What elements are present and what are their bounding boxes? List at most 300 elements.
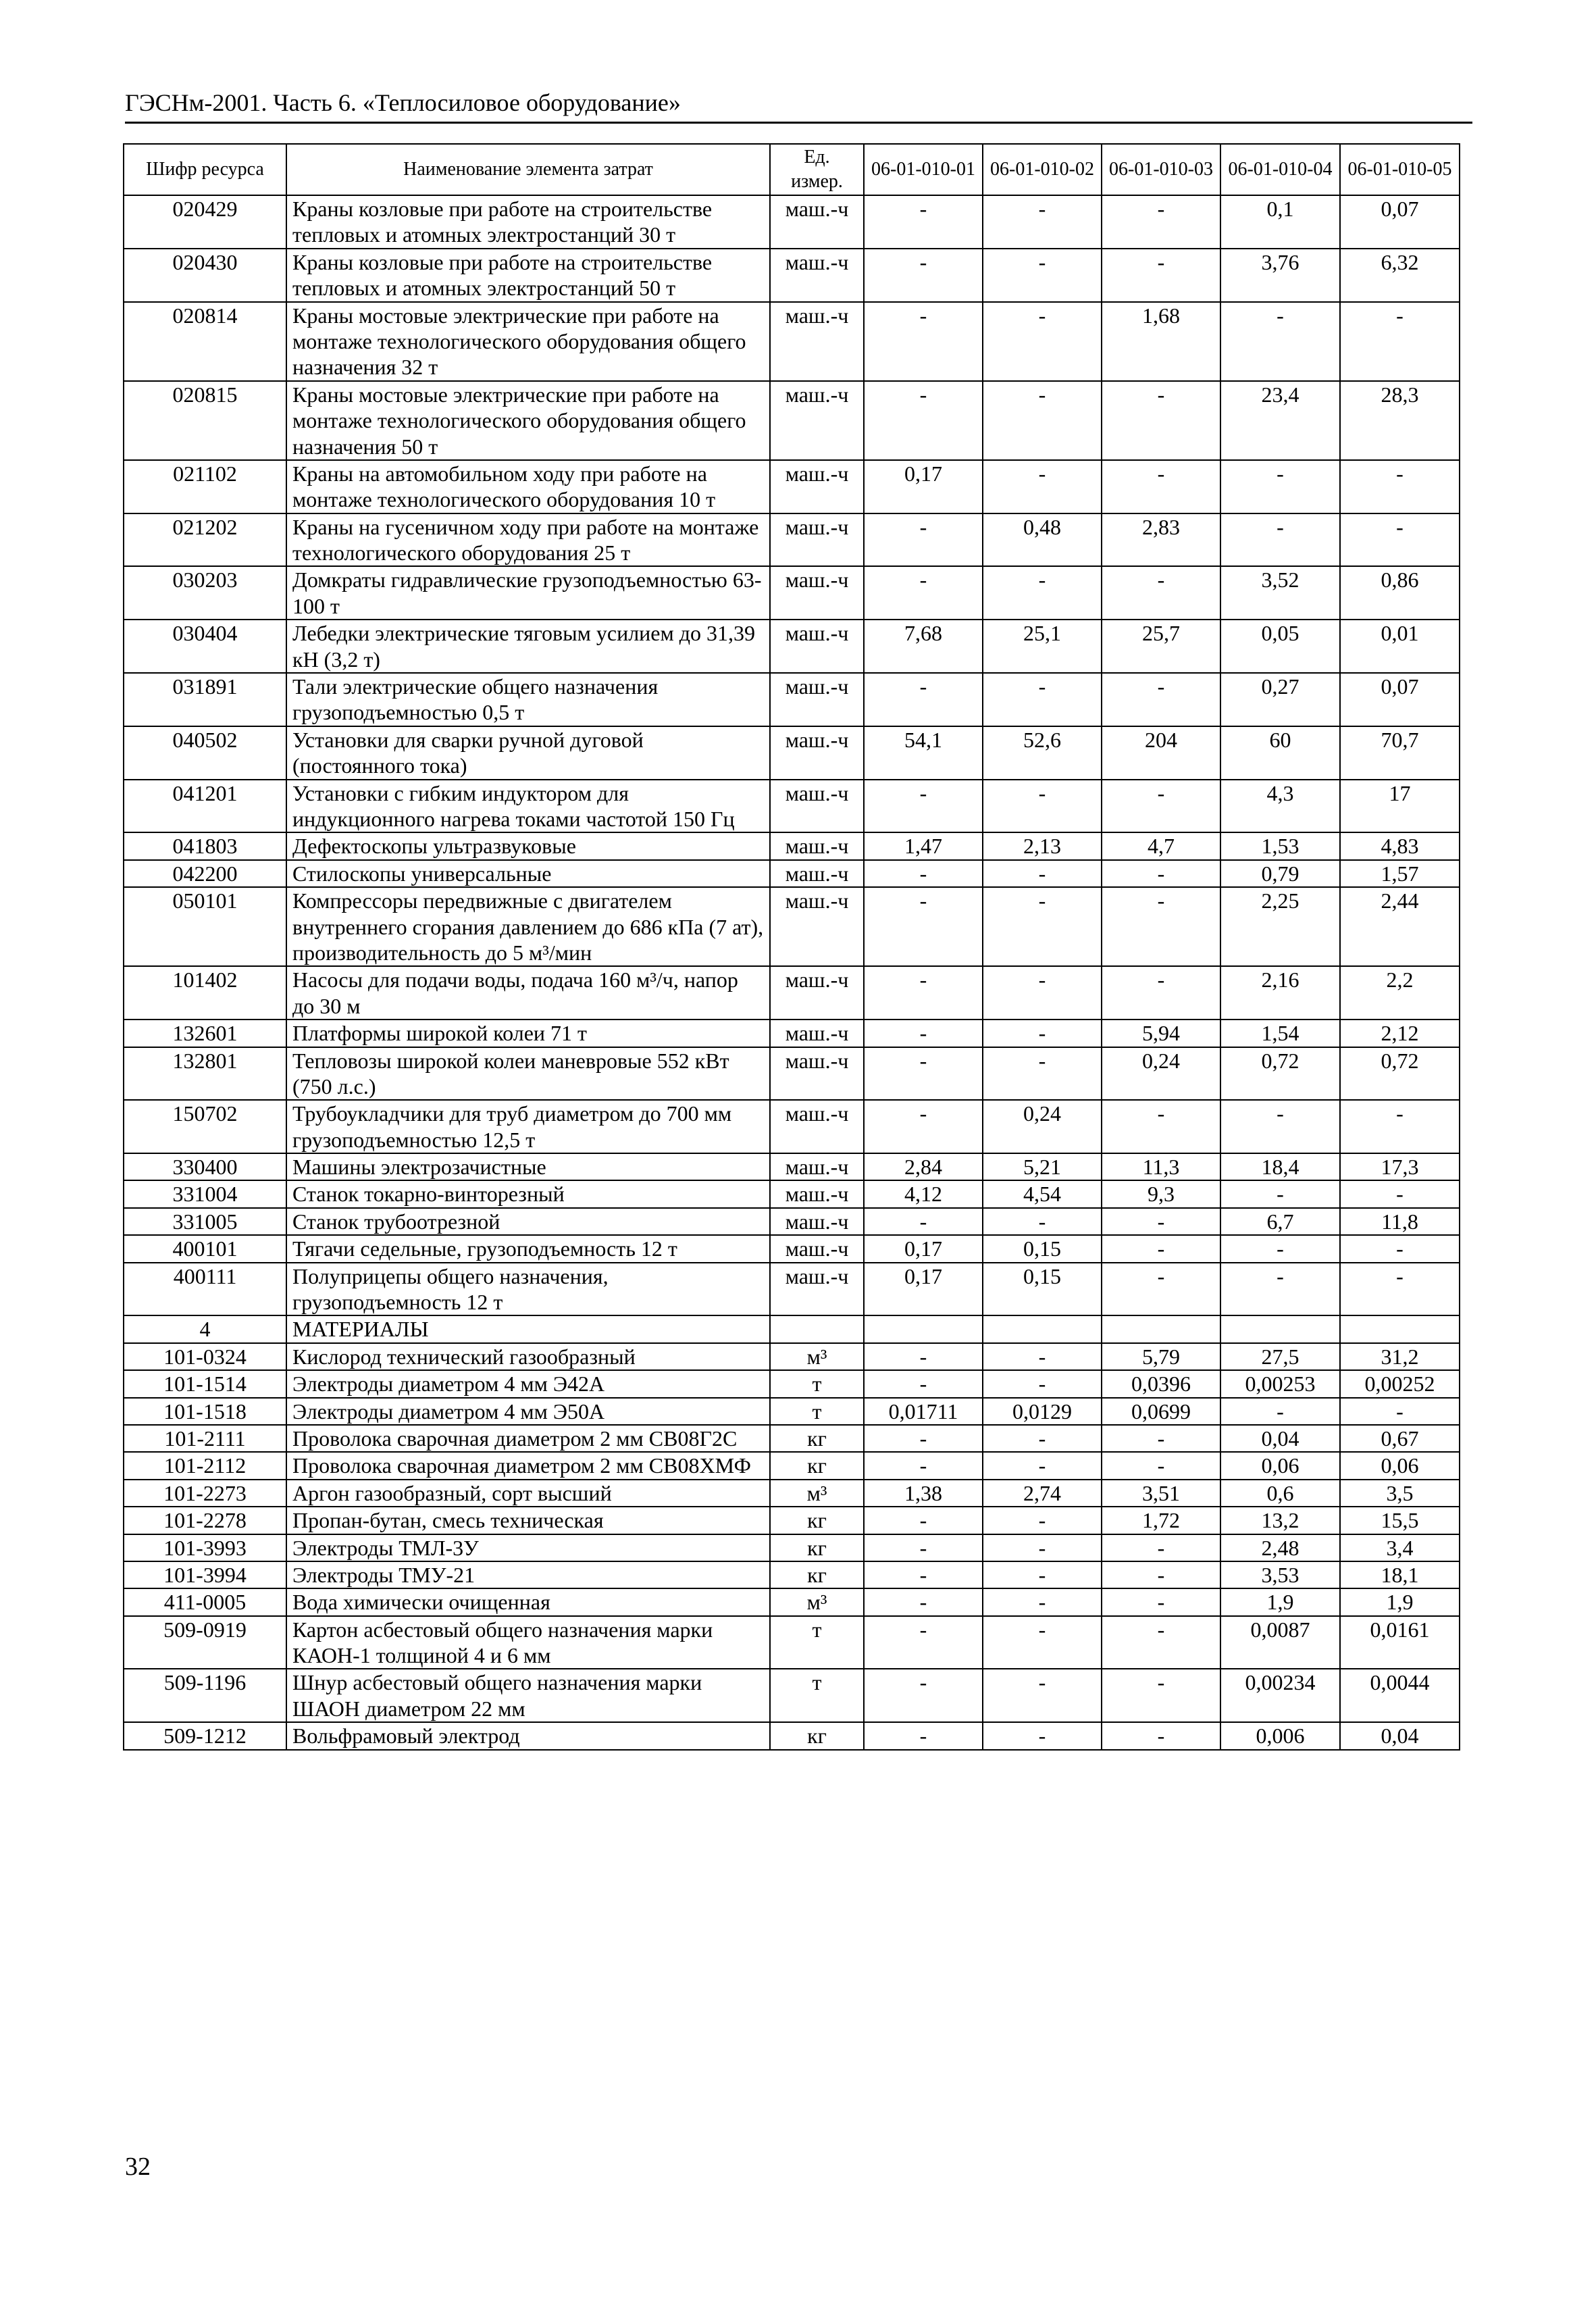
value-06-01-010-03-cell: 204 (1102, 726, 1220, 780)
value-06-01-010-04-cell: 1,54 (1220, 1020, 1340, 1047)
cost-element-name-cell: Краны мостовые электрические при работе на монтаже технологического оборудования общего назначения 32 т (286, 302, 770, 381)
value-06-01-010-02-cell: 5,21 (983, 1153, 1102, 1180)
value-06-01-010-02-cell: - (983, 1020, 1102, 1047)
value-06-01-010-02-cell: 0,24 (983, 1100, 1102, 1153)
resource-code-cell: 040502 (124, 726, 286, 780)
cost-element-name-cell: Проволока сварочная диаметром 2 мм СВ08ХМФ (286, 1452, 770, 1479)
value-06-01-010-01-cell: - (864, 1669, 983, 1722)
unit-cell: м³ (770, 1588, 864, 1615)
unit-cell: маш.-ч (770, 249, 864, 302)
value-06-01-010-05-cell: - (1340, 302, 1460, 381)
value-06-01-010-02-cell: 0,15 (983, 1263, 1102, 1316)
value-06-01-010-04-cell: 1,53 (1220, 832, 1340, 859)
unit-cell: маш.-ч (770, 860, 864, 887)
table-header (124, 144, 1460, 195)
value-06-01-010-02-cell: - (983, 249, 1102, 302)
value-06-01-010-02-cell: - (983, 1507, 1102, 1534)
value-06-01-010-04-cell: 0,00253 (1220, 1370, 1340, 1397)
value-06-01-010-02-cell: - (983, 302, 1102, 381)
table-row (124, 1669, 1460, 1722)
value-06-01-010-01-cell: 54,1 (864, 726, 983, 780)
table-row (124, 1561, 1460, 1588)
table-row (124, 726, 1460, 780)
table-row (124, 1452, 1460, 1479)
value-06-01-010-03-cell: - (1102, 381, 1220, 460)
unit-cell: маш.-ч (770, 381, 864, 460)
value-06-01-010-03-cell: - (1102, 1263, 1220, 1316)
resource-code-cell: 101402 (124, 966, 286, 1020)
value-06-01-010-04-cell: - (1220, 1235, 1340, 1262)
resource-code-cell: 101-1514 (124, 1370, 286, 1397)
value-06-01-010-02-cell: 25,1 (983, 620, 1102, 673)
value-06-01-010-01-cell: - (864, 1425, 983, 1452)
value-06-01-010-03-cell: - (1102, 1616, 1220, 1669)
table-row (124, 1616, 1460, 1669)
resource-code-cell: 041201 (124, 780, 286, 833)
value-06-01-010-05-cell: 11,8 (1340, 1208, 1460, 1235)
value-06-01-010-01-cell: 0,17 (864, 460, 983, 513)
value-06-01-010-05-cell: 0,01 (1340, 620, 1460, 673)
value-06-01-010-02-cell: - (983, 460, 1102, 513)
value-06-01-010-01-cell: - (864, 249, 983, 302)
value-06-01-010-04-cell: - (1220, 1263, 1340, 1316)
value-06-01-010-03-cell: - (1102, 249, 1220, 302)
value-06-01-010-02-cell (983, 1315, 1102, 1342)
value-06-01-010-04-cell: 2,16 (1220, 966, 1340, 1020)
value-06-01-010-04-cell: 3,52 (1220, 566, 1340, 620)
value-06-01-010-03-cell: 0,0699 (1102, 1398, 1220, 1425)
resource-code-cell: 400111 (124, 1263, 286, 1316)
value-06-01-010-04-cell: 0,79 (1220, 860, 1340, 887)
value-06-01-010-02-cell: - (983, 966, 1102, 1020)
value-06-01-010-01-cell: 0,17 (864, 1263, 983, 1316)
table-row (124, 1370, 1460, 1397)
unit-cell: маш.-ч (770, 460, 864, 513)
value-06-01-010-04-cell: - (1220, 302, 1340, 381)
resource-code-cell: 400101 (124, 1235, 286, 1262)
table-row (124, 887, 1460, 966)
value-06-01-010-01-cell: 1,47 (864, 832, 983, 859)
value-06-01-010-01-cell: - (864, 1343, 983, 1370)
value-06-01-010-05-cell: 0,07 (1340, 673, 1460, 726)
cost-element-name-cell: Краны на гусеничном ходу при работе на монтаже технологического оборудования 25 т (286, 513, 770, 567)
value-06-01-010-01-cell: - (864, 1047, 983, 1101)
value-06-01-010-02-cell: - (983, 1343, 1102, 1370)
value-06-01-010-05-cell: 17 (1340, 780, 1460, 833)
value-06-01-010-05-cell: 0,86 (1340, 566, 1460, 620)
value-06-01-010-01-cell (864, 1315, 983, 1342)
table-row (124, 1235, 1460, 1262)
column-header-unit: Ед. измер. (770, 144, 864, 195)
cost-element-name-cell: Краны на автомобильном ходу при работе на монтаже технологического оборудования 10 т (286, 460, 770, 513)
value-06-01-010-03-cell: - (1102, 195, 1220, 249)
cost-element-name-cell: Краны мостовые электрические при работе на монтаже технологического оборудования общего назначения 50 т (286, 381, 770, 460)
value-06-01-010-05-cell: 4,83 (1340, 832, 1460, 859)
value-06-01-010-04-cell: 0,06 (1220, 1452, 1340, 1479)
cost-element-name-cell: Краны козловые при работе на строительстве тепловых и атомных электростанций 50 т (286, 249, 770, 302)
table-row (124, 1343, 1460, 1370)
value-06-01-010-01-cell: - (864, 195, 983, 249)
value-06-01-010-04-cell: 2,48 (1220, 1534, 1340, 1561)
unit-cell: м³ (770, 1480, 864, 1507)
value-06-01-010-03-cell: - (1102, 966, 1220, 1020)
section-header-row (124, 1315, 1460, 1342)
value-06-01-010-05-cell: - (1340, 1398, 1460, 1425)
table-row (124, 1047, 1460, 1101)
resource-code-cell: 042200 (124, 860, 286, 887)
value-06-01-010-01-cell: - (864, 1452, 983, 1479)
unit-cell: маш.-ч (770, 195, 864, 249)
value-06-01-010-04-cell: 18,4 (1220, 1153, 1340, 1180)
value-06-01-010-05-cell: 70,7 (1340, 726, 1460, 780)
unit-cell: кг (770, 1507, 864, 1534)
cost-element-name-cell: Пропан-бутан, смесь техническая (286, 1507, 770, 1534)
value-06-01-010-03-cell: - (1102, 1722, 1220, 1749)
value-06-01-010-04-cell: 0,05 (1220, 620, 1340, 673)
value-06-01-010-04-cell: - (1220, 1180, 1340, 1207)
resource-code-cell: 020814 (124, 302, 286, 381)
unit-cell: кг (770, 1561, 864, 1588)
value-06-01-010-03-cell: 0,0396 (1102, 1370, 1220, 1397)
value-06-01-010-02-cell: - (983, 673, 1102, 726)
value-06-01-010-01-cell: - (864, 381, 983, 460)
resource-table (123, 143, 1460, 1751)
value-06-01-010-04-cell: - (1220, 460, 1340, 513)
table-row (124, 1480, 1460, 1507)
value-06-01-010-01-cell: - (864, 1588, 983, 1615)
value-06-01-010-02-cell: 0,0129 (983, 1398, 1102, 1425)
value-06-01-010-03-cell: - (1102, 1208, 1220, 1235)
cost-element-name-cell: Установки с гибким индуктором для индукционного нагрева токами частотой 150 Гц (286, 780, 770, 833)
value-06-01-010-01-cell: - (864, 1100, 983, 1153)
column-header-06-01-010-01: 06-01-010-01 (864, 144, 983, 195)
unit-cell: маш.-ч (770, 673, 864, 726)
value-06-01-010-05-cell: - (1340, 1180, 1460, 1207)
resource-code-cell: 101-3993 (124, 1534, 286, 1561)
value-06-01-010-02-cell: - (983, 1534, 1102, 1561)
unit-cell: маш.-ч (770, 1020, 864, 1047)
resource-code-cell: 101-3994 (124, 1561, 286, 1588)
cost-element-name-cell: Трубоукладчики для труб диаметром до 700 мм грузоподъемностью 12,5 т (286, 1100, 770, 1153)
unit-cell: маш.-ч (770, 513, 864, 567)
value-06-01-010-02-cell: - (983, 1722, 1102, 1749)
table-row (124, 1180, 1460, 1207)
value-06-01-010-03-cell: 11,3 (1102, 1153, 1220, 1180)
cost-element-name-cell: Станок токарно-винторезный (286, 1180, 770, 1207)
value-06-01-010-02-cell: - (983, 381, 1102, 460)
value-06-01-010-05-cell: - (1340, 1100, 1460, 1153)
table-row (124, 460, 1460, 513)
value-06-01-010-05-cell: 28,3 (1340, 381, 1460, 460)
unit-cell: маш.-ч (770, 966, 864, 1020)
value-06-01-010-02-cell: - (983, 780, 1102, 833)
value-06-01-010-03-cell: - (1102, 1669, 1220, 1722)
value-06-01-010-01-cell: - (864, 1534, 983, 1561)
table-row (124, 195, 1460, 249)
unit-cell: маш.-ч (770, 302, 864, 381)
cost-element-name-cell: Электроды ТМЛ-3У (286, 1534, 770, 1561)
table-row (124, 620, 1460, 673)
value-06-01-010-01-cell: - (864, 673, 983, 726)
value-06-01-010-04-cell: 0,1 (1220, 195, 1340, 249)
value-06-01-010-01-cell: - (864, 1020, 983, 1047)
cost-element-name-cell: Лебедки электрические тяговым усилием до 31,39 кН (3,2 т) (286, 620, 770, 673)
resource-code-cell: 4 (124, 1315, 286, 1342)
column-header-06-01-010-04: 06-01-010-04 (1220, 144, 1340, 195)
value-06-01-010-05-cell: - (1340, 1263, 1460, 1316)
cost-element-name-cell: Вольфрамовый электрод (286, 1722, 770, 1749)
resource-code-cell: 021202 (124, 513, 286, 567)
value-06-01-010-02-cell: 0,15 (983, 1235, 1102, 1262)
resource-code-cell: 150702 (124, 1100, 286, 1153)
value-06-01-010-01-cell: 4,12 (864, 1180, 983, 1207)
cost-element-name-cell: Картон асбестовый общего назначения марки КАОН-1 толщиной 4 и 6 мм (286, 1616, 770, 1669)
unit-cell: маш.-ч (770, 780, 864, 833)
unit-cell: маш.-ч (770, 1153, 864, 1180)
table-row (124, 1425, 1460, 1452)
unit-cell: маш.-ч (770, 887, 864, 966)
table-row (124, 860, 1460, 887)
value-06-01-010-04-cell: 0,6 (1220, 1480, 1340, 1507)
value-06-01-010-02-cell: - (983, 1425, 1102, 1452)
value-06-01-010-03-cell: 9,3 (1102, 1180, 1220, 1207)
value-06-01-010-04-cell: 0,04 (1220, 1425, 1340, 1452)
resource-code-cell: 020429 (124, 195, 286, 249)
table-row (124, 1020, 1460, 1047)
resource-code-cell: 041803 (124, 832, 286, 859)
value-06-01-010-02-cell: 4,54 (983, 1180, 1102, 1207)
value-06-01-010-02-cell: - (983, 887, 1102, 966)
value-06-01-010-01-cell: - (864, 887, 983, 966)
value-06-01-010-03-cell: - (1102, 1452, 1220, 1479)
resource-code-cell: 101-2111 (124, 1425, 286, 1452)
column-header-06-01-010-05: 06-01-010-05 (1340, 144, 1460, 195)
value-06-01-010-01-cell: 0,01711 (864, 1398, 983, 1425)
cost-element-name-cell: Электроды диаметром 4 мм Э50А (286, 1398, 770, 1425)
value-06-01-010-03-cell: - (1102, 1235, 1220, 1262)
value-06-01-010-01-cell: 1,38 (864, 1480, 983, 1507)
resource-code-cell: 020815 (124, 381, 286, 460)
value-06-01-010-05-cell: 0,06 (1340, 1452, 1460, 1479)
table-row (124, 832, 1460, 859)
value-06-01-010-03-cell: 4,7 (1102, 832, 1220, 859)
value-06-01-010-03-cell: 1,72 (1102, 1507, 1220, 1534)
value-06-01-010-05-cell: 0,72 (1340, 1047, 1460, 1101)
column-header-06-01-010-02: 06-01-010-02 (983, 144, 1102, 195)
value-06-01-010-02-cell: 0,48 (983, 513, 1102, 567)
value-06-01-010-04-cell: - (1220, 1398, 1340, 1425)
value-06-01-010-01-cell: - (864, 1507, 983, 1534)
unit-cell: маш.-ч (770, 1263, 864, 1316)
table-row (124, 1263, 1460, 1316)
value-06-01-010-03-cell: 3,51 (1102, 1480, 1220, 1507)
cost-element-name-cell: Платформы широкой колеи 71 т (286, 1020, 770, 1047)
value-06-01-010-03-cell: - (1102, 460, 1220, 513)
value-06-01-010-04-cell: 27,5 (1220, 1343, 1340, 1370)
value-06-01-010-01-cell: - (864, 966, 983, 1020)
value-06-01-010-03-cell: 5,79 (1102, 1343, 1220, 1370)
resource-code-cell: 101-1518 (124, 1398, 286, 1425)
value-06-01-010-01-cell: 2,84 (864, 1153, 983, 1180)
table-row (124, 1100, 1460, 1153)
value-06-01-010-05-cell: 0,0161 (1340, 1616, 1460, 1669)
value-06-01-010-02-cell: - (983, 1452, 1102, 1479)
value-06-01-010-04-cell: 0,27 (1220, 673, 1340, 726)
cost-element-name-cell: Кислород технический газообразный (286, 1343, 770, 1370)
cost-element-name-cell: Машины электрозачистные (286, 1153, 770, 1180)
value-06-01-010-01-cell: - (864, 1208, 983, 1235)
cost-element-name-cell: Вода химически очищенная (286, 1588, 770, 1615)
resource-code-cell: 031891 (124, 673, 286, 726)
value-06-01-010-05-cell: 1,57 (1340, 860, 1460, 887)
page-number: 32 (125, 2153, 151, 2181)
table-row (124, 780, 1460, 833)
column-header-06-01-010-03: 06-01-010-03 (1102, 144, 1220, 195)
unit-cell: маш.-ч (770, 832, 864, 859)
resource-code-cell: 020430 (124, 249, 286, 302)
value-06-01-010-01-cell: - (864, 1616, 983, 1669)
unit-cell: кг (770, 1452, 864, 1479)
resource-code-cell: 331004 (124, 1180, 286, 1207)
unit-cell: т (770, 1669, 864, 1722)
value-06-01-010-04-cell: 0,72 (1220, 1047, 1340, 1101)
value-06-01-010-02-cell: - (983, 860, 1102, 887)
column-header-code: Шифр ресурса (124, 144, 286, 195)
value-06-01-010-03-cell: - (1102, 566, 1220, 620)
resource-code-cell: 021102 (124, 460, 286, 513)
column-header-name: Наименование элемента затрат (286, 144, 770, 195)
table-row (124, 673, 1460, 726)
value-06-01-010-02-cell: - (983, 1047, 1102, 1101)
value-06-01-010-02-cell: - (983, 1561, 1102, 1588)
value-06-01-010-03-cell: - (1102, 860, 1220, 887)
value-06-01-010-01-cell: - (864, 780, 983, 833)
value-06-01-010-03-cell: - (1102, 1100, 1220, 1153)
table-row (124, 1722, 1460, 1749)
value-06-01-010-05-cell: 2,2 (1340, 966, 1460, 1020)
unit-cell: т (770, 1616, 864, 1669)
value-06-01-010-02-cell: - (983, 1370, 1102, 1397)
cost-element-name-cell: Установки для сварки ручной дуговой (постоянного тока) (286, 726, 770, 780)
cost-element-name-cell: Электроды диаметром 4 мм Э42А (286, 1370, 770, 1397)
value-06-01-010-03-cell: 1,68 (1102, 302, 1220, 381)
value-06-01-010-01-cell: - (864, 1561, 983, 1588)
resource-code-cell: 101-0324 (124, 1343, 286, 1370)
value-06-01-010-04-cell: 6,7 (1220, 1208, 1340, 1235)
unit-cell: м³ (770, 1343, 864, 1370)
table-row (124, 1507, 1460, 1534)
cost-element-name-cell: Полуприцепы общего назначения, грузоподъемность 12 т (286, 1263, 770, 1316)
unit-cell: маш.-ч (770, 1100, 864, 1153)
cost-element-name-cell: Краны козловые при работе на строительстве тепловых и атомных электростанций 30 т (286, 195, 770, 249)
cost-element-name-cell: Насосы для подачи воды, подача 160 м³/ч, напор до 30 м (286, 966, 770, 1020)
table-row (124, 1398, 1460, 1425)
value-06-01-010-05-cell: 17,3 (1340, 1153, 1460, 1180)
value-06-01-010-04-cell: 23,4 (1220, 381, 1340, 460)
value-06-01-010-03-cell: 0,24 (1102, 1047, 1220, 1101)
value-06-01-010-02-cell: 2,13 (983, 832, 1102, 859)
value-06-01-010-04-cell: - (1220, 513, 1340, 567)
value-06-01-010-02-cell: 2,74 (983, 1480, 1102, 1507)
value-06-01-010-05-cell (1340, 1315, 1460, 1342)
unit-cell: т (770, 1398, 864, 1425)
value-06-01-010-05-cell: 3,5 (1340, 1480, 1460, 1507)
value-06-01-010-02-cell: - (983, 566, 1102, 620)
resource-code-cell: 030203 (124, 566, 286, 620)
cost-element-name-cell: Дефектоскопы ультразвуковые (286, 832, 770, 859)
table-row (124, 966, 1460, 1020)
resource-code-cell: 132801 (124, 1047, 286, 1101)
value-06-01-010-04-cell: - (1220, 1100, 1340, 1153)
table-row (124, 381, 1460, 460)
table-row (124, 1153, 1460, 1180)
document-title: ГЭСНм-2001. Часть 6. «Теплосиловое оборудование» (125, 89, 681, 116)
value-06-01-010-02-cell: - (983, 1208, 1102, 1235)
unit-cell (770, 1315, 864, 1342)
value-06-01-010-05-cell: 6,32 (1340, 249, 1460, 302)
unit-cell: кг (770, 1534, 864, 1561)
value-06-01-010-05-cell: 0,0044 (1340, 1669, 1460, 1722)
value-06-01-010-03-cell: - (1102, 1561, 1220, 1588)
resource-code-cell: 411-0005 (124, 1588, 286, 1615)
unit-cell: маш.-ч (770, 1235, 864, 1262)
value-06-01-010-01-cell: - (864, 1722, 983, 1749)
unit-cell: кг (770, 1425, 864, 1452)
value-06-01-010-05-cell: 0,67 (1340, 1425, 1460, 1452)
table-row (124, 249, 1460, 302)
page-header (125, 86, 1472, 124)
cost-element-name-cell: Тягачи седельные, грузоподъемность 12 т (286, 1235, 770, 1262)
value-06-01-010-02-cell: - (983, 1588, 1102, 1615)
unit-cell: маш.-ч (770, 566, 864, 620)
value-06-01-010-03-cell: - (1102, 1588, 1220, 1615)
value-06-01-010-04-cell: 2,25 (1220, 887, 1340, 966)
value-06-01-010-05-cell: - (1340, 460, 1460, 513)
value-06-01-010-05-cell: 0,04 (1340, 1722, 1460, 1749)
value-06-01-010-04-cell: 3,76 (1220, 249, 1340, 302)
value-06-01-010-02-cell: - (983, 1669, 1102, 1722)
value-06-01-010-05-cell: 0,00252 (1340, 1370, 1460, 1397)
value-06-01-010-05-cell: - (1340, 513, 1460, 567)
table-row (124, 302, 1460, 381)
cost-element-name-cell: Компрессоры передвижные с двигателем внутреннего сгорания давлением до 686 кПа (7 ат), производительность до 5 м³/мин (286, 887, 770, 966)
table-row (124, 566, 1460, 620)
value-06-01-010-01-cell: - (864, 566, 983, 620)
resource-code-cell: 330400 (124, 1153, 286, 1180)
unit-cell: кг (770, 1722, 864, 1749)
unit-cell: т (770, 1370, 864, 1397)
cost-element-name-cell: Электроды ТМУ-21 (286, 1561, 770, 1588)
unit-cell: маш.-ч (770, 1047, 864, 1101)
cost-element-name-cell: Станок трубоотрезной (286, 1208, 770, 1235)
unit-cell: маш.-ч (770, 1208, 864, 1235)
resource-code-cell: 050101 (124, 887, 286, 966)
cost-element-name-cell: Аргон газообразный, сорт высший (286, 1480, 770, 1507)
cost-element-name-cell: Тали электрические общего назначения грузоподъемностью 0,5 т (286, 673, 770, 726)
value-06-01-010-05-cell: 18,1 (1340, 1561, 1460, 1588)
value-06-01-010-04-cell: 0,00234 (1220, 1669, 1340, 1722)
value-06-01-010-05-cell: 3,4 (1340, 1534, 1460, 1561)
value-06-01-010-05-cell: 1,9 (1340, 1588, 1460, 1615)
resource-code-cell: 132601 (124, 1020, 286, 1047)
resource-code-cell: 509-0919 (124, 1616, 286, 1669)
resource-code-cell: 509-1212 (124, 1722, 286, 1749)
value-06-01-010-05-cell: 0,07 (1340, 195, 1460, 249)
value-06-01-010-03-cell (1102, 1315, 1220, 1342)
cost-element-name-cell: Проволока сварочная диаметром 2 мм СВ08Г2С (286, 1425, 770, 1452)
resource-code-cell: 101-2112 (124, 1452, 286, 1479)
table-body (124, 195, 1460, 1750)
